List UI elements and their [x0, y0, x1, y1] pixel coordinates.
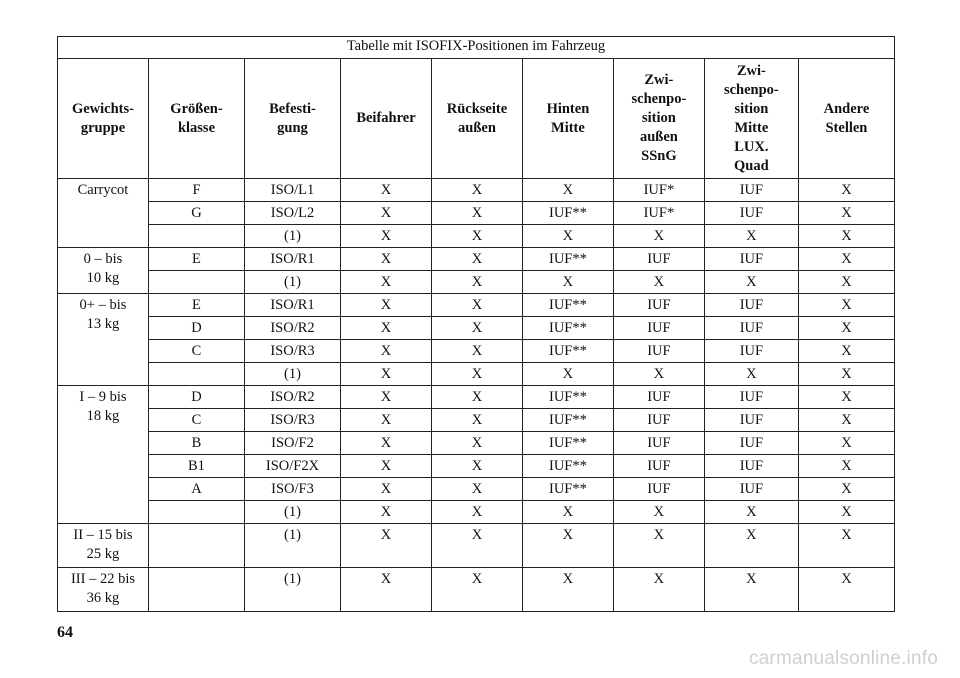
table-cell: ISO/F2X [244, 455, 340, 478]
table-cell: ISO/R2 [244, 386, 340, 409]
table-cell: X [431, 202, 522, 225]
table-cell [148, 225, 244, 248]
table-cell: X [704, 225, 798, 248]
table-cell: X [613, 524, 704, 568]
weight-group-cell: II – 15 bis 25 kg [58, 524, 149, 568]
table-cell: (1) [244, 225, 340, 248]
table-cell: IUF [613, 432, 704, 455]
table-cell: A [148, 478, 244, 501]
header-row [58, 59, 895, 179]
table-cell: (1) [244, 501, 340, 524]
table-row [58, 225, 895, 248]
table-cell: X [613, 271, 704, 294]
table-cell: X [522, 524, 613, 568]
column-header: Beifahrer [341, 59, 432, 179]
table-cell: IUF** [522, 248, 613, 271]
table-cell: IUF** [522, 317, 613, 340]
table-cell: X [341, 501, 432, 524]
weight-group-cell: 0 – bis 10 kg [58, 248, 149, 294]
table-cell: IUF [613, 478, 704, 501]
table-cell: ISO/F3 [244, 478, 340, 501]
table-cell: IUF [613, 386, 704, 409]
table-cell: IUF** [522, 432, 613, 455]
table-cell: X [431, 225, 522, 248]
table-cell: X [341, 317, 432, 340]
table-cell: X [341, 225, 432, 248]
table-cell: X [798, 225, 894, 248]
table-cell [148, 271, 244, 294]
weight-group-cell: 0+ – bis 13 kg [58, 294, 149, 386]
column-header: Rückseite außen [431, 59, 522, 179]
table-cell: X [798, 248, 894, 271]
table-cell: X [798, 386, 894, 409]
table-cell [148, 501, 244, 524]
table-cell: C [148, 409, 244, 432]
table-cell: X [341, 568, 432, 612]
column-header: Größen- klasse [148, 59, 244, 179]
table-cell: IUF [613, 455, 704, 478]
table-row [58, 568, 895, 612]
table-cell [148, 568, 244, 612]
table-cell: IUF* [613, 202, 704, 225]
table-cell: X [613, 225, 704, 248]
table-row [58, 455, 895, 478]
table-cell: X [798, 432, 894, 455]
table-cell: X [613, 568, 704, 612]
table-cell: X [431, 409, 522, 432]
table-cell: (1) [244, 271, 340, 294]
table-row [58, 409, 895, 432]
table-cell: X [431, 455, 522, 478]
table-cell: IUF [704, 386, 798, 409]
table-cell: X [431, 524, 522, 568]
table-cell: IUF [704, 432, 798, 455]
table-cell: X [613, 501, 704, 524]
table-row [58, 478, 895, 501]
table-cell: X [341, 478, 432, 501]
table-cell: ISO/R3 [244, 409, 340, 432]
table-cell: D [148, 386, 244, 409]
table-cell: X [704, 568, 798, 612]
table-cell: IUF [613, 248, 704, 271]
table-cell [148, 363, 244, 386]
table-cell: X [431, 179, 522, 202]
isofix-table [57, 36, 895, 612]
table-cell: IUF [613, 409, 704, 432]
table-cell: G [148, 202, 244, 225]
table-cell: X [798, 455, 894, 478]
page-number: 64 [57, 624, 73, 641]
table-cell: X [341, 524, 432, 568]
table-cell: E [148, 248, 244, 271]
table-cell: X [798, 317, 894, 340]
table-cell: F [148, 179, 244, 202]
table-row [58, 524, 895, 568]
table-cell: IUF [704, 294, 798, 317]
table-cell: X [798, 202, 894, 225]
table-cell: ISO/R1 [244, 248, 340, 271]
column-header: Hinten Mitte [522, 59, 613, 179]
watermark: carmanualsonline.info [748, 648, 938, 669]
column-header: Gewichts- gruppe [58, 59, 149, 179]
table-cell: IUF [704, 202, 798, 225]
table-cell: B1 [148, 455, 244, 478]
table-row [58, 271, 895, 294]
table-cell: X [341, 179, 432, 202]
table-cell: X [341, 363, 432, 386]
table-cell: X [431, 271, 522, 294]
table-cell: X [522, 501, 613, 524]
table-row [58, 501, 895, 524]
table-cell: IUF** [522, 294, 613, 317]
table-cell: X [704, 501, 798, 524]
table-cell: X [431, 478, 522, 501]
table-cell: ISO/F2 [244, 432, 340, 455]
table-cell: X [704, 271, 798, 294]
table-row [58, 248, 895, 271]
table-cell: IUF [704, 340, 798, 363]
table-cell: IUF [704, 478, 798, 501]
table-cell: (1) [244, 568, 340, 612]
table-cell: X [704, 524, 798, 568]
table-cell: X [613, 363, 704, 386]
table-cell: IUF [704, 409, 798, 432]
table-cell: X [798, 568, 894, 612]
table-cell: D [148, 317, 244, 340]
table-cell: X [798, 271, 894, 294]
table-cell: IUF [704, 455, 798, 478]
table-cell: IUF [704, 179, 798, 202]
column-header: Zwi- schenpo- sition Mitte LUX. Quad [704, 59, 798, 179]
table-body [58, 179, 895, 612]
table-cell: IUF** [522, 202, 613, 225]
table-cell: X [341, 248, 432, 271]
table-cell: IUF** [522, 409, 613, 432]
table-cell: X [431, 340, 522, 363]
table-cell: X [341, 271, 432, 294]
table-cell: X [522, 271, 613, 294]
table-cell: IUF [613, 294, 704, 317]
table-row [58, 340, 895, 363]
table-cell: IUF** [522, 340, 613, 363]
table-row [58, 432, 895, 455]
table-cell: IUF** [522, 386, 613, 409]
table-cell: X [798, 501, 894, 524]
table-cell: X [704, 363, 798, 386]
weight-group-cell: Carrycot [58, 179, 149, 248]
table-cell: X [341, 386, 432, 409]
table-cell: IUF [613, 317, 704, 340]
table-cell: X [431, 432, 522, 455]
table-cell: IUF [704, 248, 798, 271]
table-cell: (1) [244, 524, 340, 568]
table-cell: ISO/L2 [244, 202, 340, 225]
table-cell: (1) [244, 363, 340, 386]
table-cell: X [341, 340, 432, 363]
table-cell: X [522, 179, 613, 202]
table-cell: X [431, 501, 522, 524]
table-row [58, 179, 895, 202]
table-row [58, 294, 895, 317]
table-cell: ISO/R3 [244, 340, 340, 363]
table-cell: X [431, 386, 522, 409]
table-cell: X [431, 248, 522, 271]
column-header: Befesti- gung [244, 59, 340, 179]
table-cell [148, 524, 244, 568]
table-cell: X [341, 409, 432, 432]
table-row [58, 363, 895, 386]
table-cell: IUF* [613, 179, 704, 202]
weight-group-cell: I – 9 bis 18 kg [58, 386, 149, 524]
table-cell: X [522, 225, 613, 248]
table-cell: ISO/R2 [244, 317, 340, 340]
table-cell: X [798, 363, 894, 386]
table-cell: X [341, 294, 432, 317]
table-cell: X [431, 317, 522, 340]
table-cell: X [341, 432, 432, 455]
table-cell: IUF** [522, 455, 613, 478]
table-row [58, 386, 895, 409]
table-cell: X [798, 294, 894, 317]
table-cell: C [148, 340, 244, 363]
weight-group-cell: III – 22 bis 36 kg [58, 568, 149, 612]
table-cell: IUF [704, 317, 798, 340]
table-cell: X [431, 294, 522, 317]
table-cell: X [341, 455, 432, 478]
table-cell: X [798, 340, 894, 363]
table-cell: ISO/R1 [244, 294, 340, 317]
table-cell: IUF** [522, 478, 613, 501]
table-cell: X [798, 478, 894, 501]
table-cell: E [148, 294, 244, 317]
table-cell: X [431, 363, 522, 386]
table-cell: X [431, 568, 522, 612]
table-cell: B [148, 432, 244, 455]
table-cell: X [798, 179, 894, 202]
table-row [58, 202, 895, 225]
table-cell: ISO/L1 [244, 179, 340, 202]
table-cell: X [798, 524, 894, 568]
table-cell: X [522, 568, 613, 612]
table-title: Tabelle mit ISOFIX-Positionen im Fahrzeug [58, 37, 895, 59]
table-cell: X [798, 409, 894, 432]
table-row [58, 317, 895, 340]
table-cell: IUF [613, 340, 704, 363]
table-cell: X [522, 363, 613, 386]
table-cell: X [341, 202, 432, 225]
column-header: Andere Stellen [798, 59, 894, 179]
column-header: Zwi- schenpo- sition außen SSnG [613, 59, 704, 179]
